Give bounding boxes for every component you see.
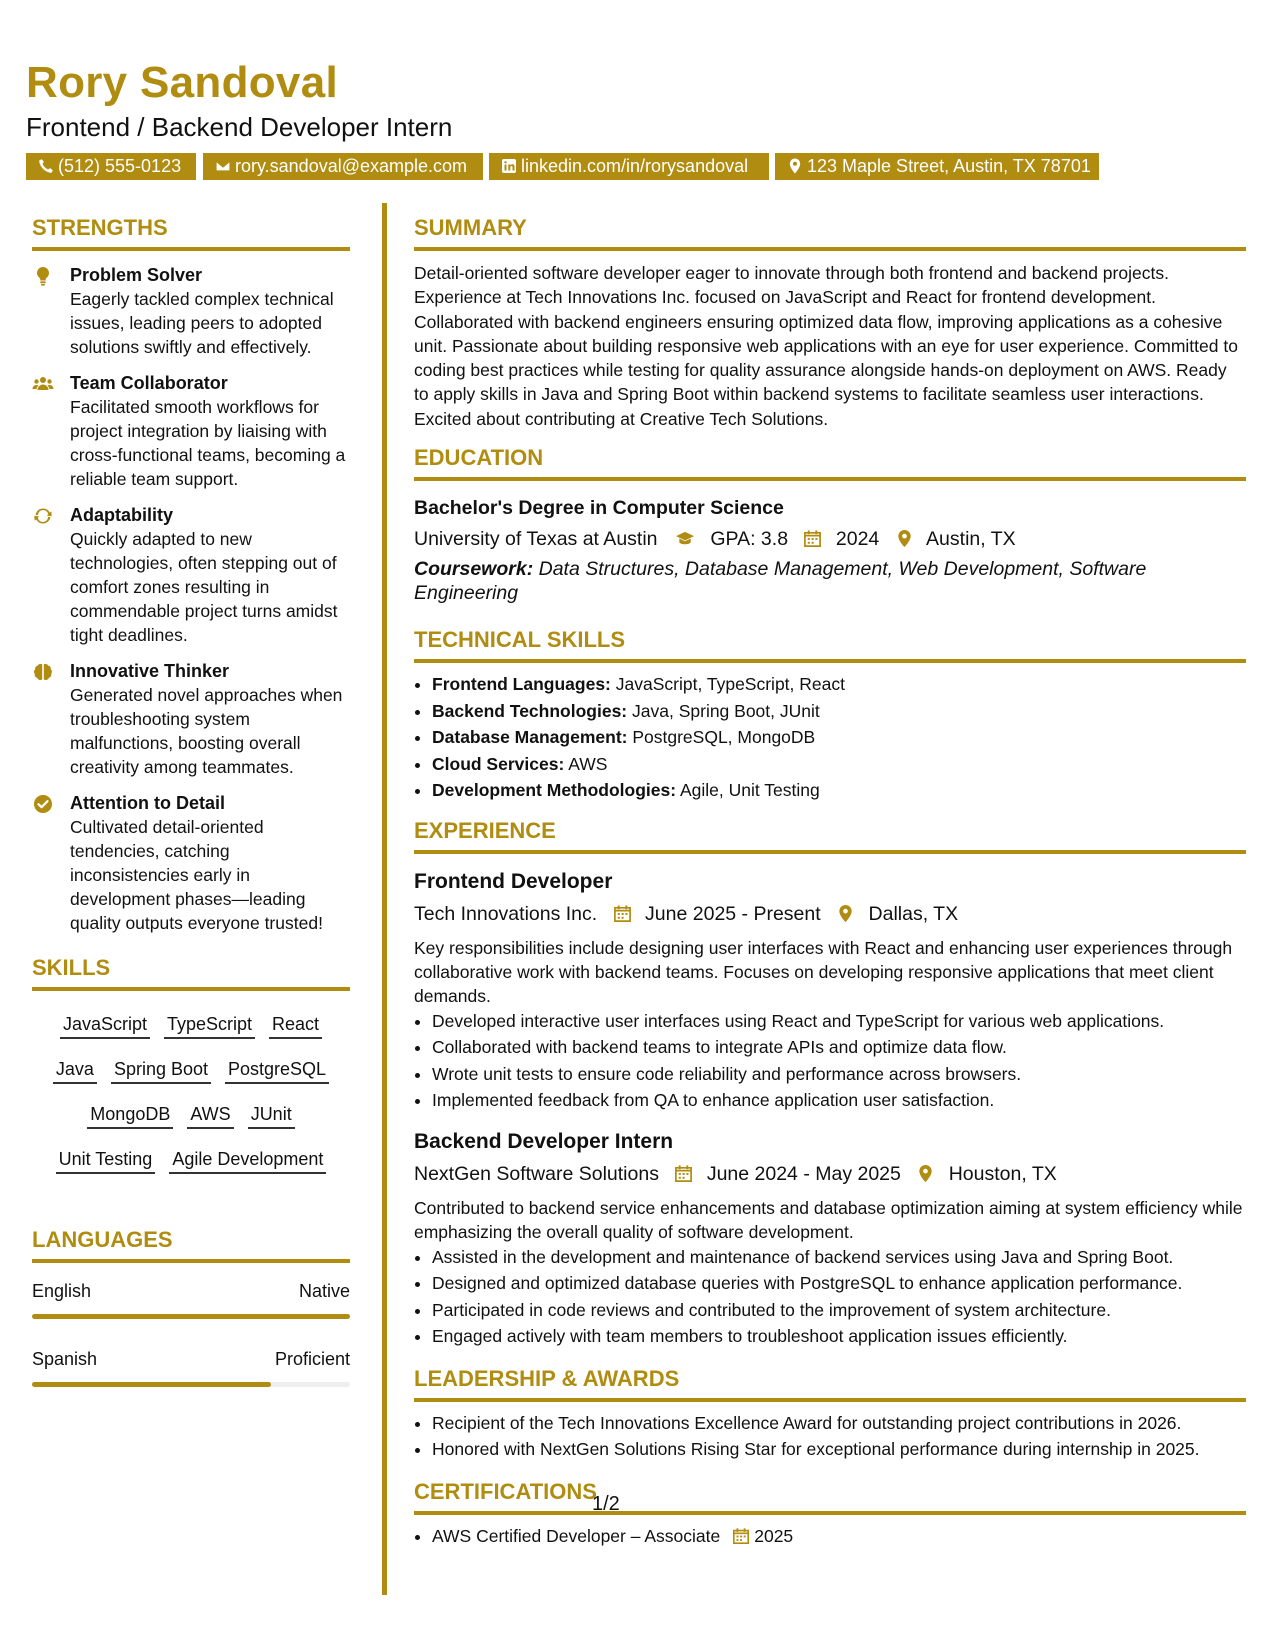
job-dates: June 2024 - May 2025 xyxy=(706,1162,901,1185)
contact-phone[interactable] xyxy=(26,153,196,180)
skill-value: PostgreSQL, MongoDB xyxy=(632,727,816,748)
job-meta xyxy=(414,1158,1246,1190)
contact-email-text: rory.sandoval@example.com xyxy=(235,156,468,176)
strength-item xyxy=(32,659,350,779)
strengths-heading: STRENGTHS xyxy=(32,215,350,251)
check-circle-icon xyxy=(32,793,54,815)
job-meta xyxy=(414,898,1246,930)
company: NextGen Software Solutions xyxy=(414,1162,659,1185)
language-item xyxy=(32,1349,350,1387)
list-item: • Assisted in the development and maintenance of backend services using Java and Spring Boot. xyxy=(432,1244,1246,1271)
language-name: Spanish xyxy=(32,1349,98,1369)
skill-tag: Java xyxy=(53,1056,97,1084)
degree: Bachelor's Degree in Computer Science xyxy=(414,497,784,520)
list-item: • Recipient of the Tech Innovations Excellence Award for outstanding project contributions in 2026. xyxy=(432,1410,1246,1437)
certifications-list xyxy=(414,1523,1246,1550)
list-item xyxy=(432,1523,1246,1550)
skills-row xyxy=(32,1048,350,1093)
skill-tag: React xyxy=(269,1011,322,1039)
skills-row xyxy=(32,1003,350,1048)
list-item xyxy=(432,698,1246,725)
list-item: • Engaged actively with team members to troubleshoot application issues efficiently. xyxy=(432,1323,1246,1350)
school: University of Texas at Austin xyxy=(414,528,658,551)
strength-title: Innovative Thinker xyxy=(70,661,230,681)
strength-desc: Cultivated detail-oriented tendencies, catching inconsistencies early in development phases—leading quality outputs everyone trusted! xyxy=(70,817,323,933)
strength-item xyxy=(32,371,350,491)
strength-item xyxy=(32,263,350,359)
certification-name: AWS Certified Developer – Associate xyxy=(432,1525,721,1546)
skill-value: JavaScript, TypeScript, React xyxy=(615,674,845,695)
map-marker-icon xyxy=(836,904,855,923)
skill-tag: TypeScript xyxy=(164,1011,255,1039)
certifications-heading: CERTIFICATIONS xyxy=(414,1479,1246,1515)
strength-item xyxy=(32,503,350,647)
job-entry xyxy=(414,1128,1246,1350)
job-dates: June 2025 - Present xyxy=(645,902,821,925)
skills-row xyxy=(32,1138,350,1183)
skills-grid xyxy=(32,1003,350,1183)
list-item: • Participated in code reviews and contributed to the improvement of system architecture. xyxy=(432,1297,1246,1324)
strength-desc: Eagerly tackled complex technical issues, leading peers to adopted solutions swiftly and effectively. xyxy=(70,289,334,357)
list-item xyxy=(432,671,1246,698)
skills-row xyxy=(32,1093,350,1138)
skill-tag: Spring Boot xyxy=(111,1056,211,1084)
job-title: Frontend Developer xyxy=(414,869,613,893)
language-bar-fill xyxy=(32,1382,271,1387)
candidate-title: Frontend / Backend Developer Intern xyxy=(26,112,453,142)
contact-address[interactable] xyxy=(775,153,1099,180)
coursework-list: Data Structures, Database Management, Web Development, Software Engineering xyxy=(414,558,1147,605)
job-title: Backend Developer Intern xyxy=(414,1129,674,1153)
contact-address-text: 123 Maple Street, Austin, TX 78701 xyxy=(807,156,1091,176)
strength-title: Adaptability xyxy=(70,505,174,525)
awards-heading: LEADERSHIP & AWARDS xyxy=(414,1366,1246,1402)
awards-list xyxy=(414,1410,1246,1463)
job-description: Contributed to backend service enhancements and database optimization aiming at system efficiency while emphasizing the overall quality of software development. xyxy=(414,1197,1243,1242)
left-column xyxy=(32,215,350,1387)
brain-icon xyxy=(32,661,54,683)
coursework xyxy=(414,557,1246,605)
language-level: Native xyxy=(298,1281,350,1301)
job-description: Key responsibilities include designing user interfaces with React and enhancing user experiences through collaborative work with backend teams. Focuses on developing responsive applications that meet client demands. xyxy=(414,937,1233,1006)
linkedin-icon xyxy=(501,158,517,174)
job-bullets xyxy=(414,1244,1246,1350)
list-item: • Collaborated with backend teams to integrate APIs and optimize data flow. xyxy=(432,1034,1246,1061)
job-location: Houston, TX xyxy=(948,1162,1057,1185)
column-divider xyxy=(382,203,387,1595)
strength-desc: Quickly adapted to new technologies, often stepping out of comfort zones resulting in commendable project turns amidst tight deadlines. xyxy=(70,529,338,645)
list-item: • Designed and optimized database queries with PostgreSQL to enhance application performance. xyxy=(432,1270,1246,1297)
graduation-cap-icon xyxy=(673,529,697,548)
skill-tag: Unit Testing xyxy=(56,1146,156,1174)
company: Tech Innovations Inc. xyxy=(414,902,598,925)
strength-title: Team Collaborator xyxy=(70,373,228,393)
education-heading: EDUCATION xyxy=(414,445,1246,481)
gpa: GPA: 3.8 xyxy=(710,528,789,551)
candidate-name: Rory Sandoval xyxy=(26,58,338,107)
education-meta xyxy=(414,523,1246,555)
coursework-label: Coursework: xyxy=(414,558,534,581)
language-level: Proficient xyxy=(274,1349,350,1369)
skill-label: Development Methodologies: xyxy=(432,780,677,801)
skill-tag: AWS xyxy=(187,1101,233,1129)
list-item xyxy=(432,777,1246,804)
skill-value: AWS xyxy=(568,753,608,774)
contact-linkedin[interactable] xyxy=(489,153,769,180)
strength-item xyxy=(32,791,350,935)
calendar-icon xyxy=(732,1527,750,1545)
skill-label: Frontend Languages: xyxy=(432,674,611,695)
language-bar xyxy=(32,1382,350,1387)
language-bar xyxy=(32,1314,350,1319)
calendar-icon xyxy=(674,1164,693,1183)
job-location: Dallas, TX xyxy=(868,902,959,925)
phone-icon xyxy=(38,158,54,174)
strength-title: Attention to Detail xyxy=(70,793,225,813)
skill-value: Agile, Unit Testing xyxy=(679,780,820,801)
language-bar-fill xyxy=(32,1314,350,1319)
map-marker-icon xyxy=(895,529,914,548)
skill-label: Cloud Services: xyxy=(432,753,565,774)
page-number: 1/2 xyxy=(592,1493,620,1515)
map-marker-icon xyxy=(916,1164,935,1183)
job-entry xyxy=(414,868,1246,1114)
skills-heading: SKILLS xyxy=(32,955,350,991)
certification-year: 2025 xyxy=(754,1525,794,1546)
contact-email[interactable] xyxy=(203,153,483,180)
sync-icon xyxy=(32,505,54,527)
experience-heading: EXPERIENCE xyxy=(414,818,1246,854)
strengths-list xyxy=(32,263,350,935)
contact-phone-text: (512) 555-0123 xyxy=(58,156,182,176)
skill-tag: Agile Development xyxy=(169,1146,326,1174)
languages-heading: LANGUAGES xyxy=(32,1227,350,1263)
skill-tag: JUnit xyxy=(248,1101,295,1129)
technical-skills-list xyxy=(414,671,1246,804)
language-item xyxy=(32,1281,350,1319)
skill-tag: JavaScript xyxy=(60,1011,150,1039)
skill-label: Database Management: xyxy=(432,727,628,748)
skill-tag: PostgreSQL xyxy=(225,1056,329,1084)
skill-value: Java, Spring Boot, JUnit xyxy=(632,700,820,721)
job-bullets xyxy=(414,1008,1246,1114)
right-column xyxy=(414,215,1246,1549)
lightbulb-icon xyxy=(32,265,54,287)
technical-skills-heading: TECHNICAL SKILLS xyxy=(414,627,1246,663)
strength-title: Problem Solver xyxy=(70,265,203,285)
list-item: • Wrote unit tests to ensure code reliability and performance across browsers. xyxy=(432,1061,1246,1088)
skill-tag: MongoDB xyxy=(87,1101,173,1129)
list-item: • Honored with NextGen Solutions Rising Star for exceptional performance during internship in 2025. xyxy=(432,1436,1246,1463)
strength-desc: Generated novel approaches when troubleshooting system malfunctions, boosting overall creativity among teammates. xyxy=(70,685,343,777)
summary-text: Detail-oriented software developer eager to innovate through both frontend and backend projects. Experience at Tech Innovations Inc. focused on JavaScript and React for frontend development. Collaborated with backend engineers ensuring optimized data flow, improving applications as a cohesive unit. Passionate about building responsive web applications with an eye for user experience. Committed to coding best practices while testing for quality assurance alongside hands-on deployment on AWS. Ready to apply skills in Java and Spring Boot within backend systems to facilitate seamless user interactions. Excited about contributing at Creative Tech Solutions. xyxy=(414,263,1238,429)
skill-label: Backend Technologies: xyxy=(432,700,628,721)
strength-desc: Facilitated smooth workflows for project integration by liaising with cross-functional teams, becoming a reliable team support. xyxy=(70,397,346,489)
map-marker-icon xyxy=(787,158,803,174)
calendar-icon xyxy=(613,904,632,923)
education-location: Austin, TX xyxy=(926,528,1016,551)
list-item xyxy=(432,751,1246,778)
list-item: • Implemented feedback from QA to enhance application user satisfaction. xyxy=(432,1087,1246,1114)
envelope-icon xyxy=(215,158,231,174)
users-icon xyxy=(32,373,54,395)
list-item xyxy=(432,724,1246,751)
summary-heading: SUMMARY xyxy=(414,215,1246,251)
contact-linkedin-text: linkedin.com/in/rorysandoval xyxy=(521,156,749,176)
calendar-icon xyxy=(803,529,822,548)
list-item: • Developed interactive user interfaces using React and TypeScript for various web applications. xyxy=(432,1008,1246,1035)
graduation-year: 2024 xyxy=(835,528,880,551)
language-name: English xyxy=(32,1281,92,1301)
